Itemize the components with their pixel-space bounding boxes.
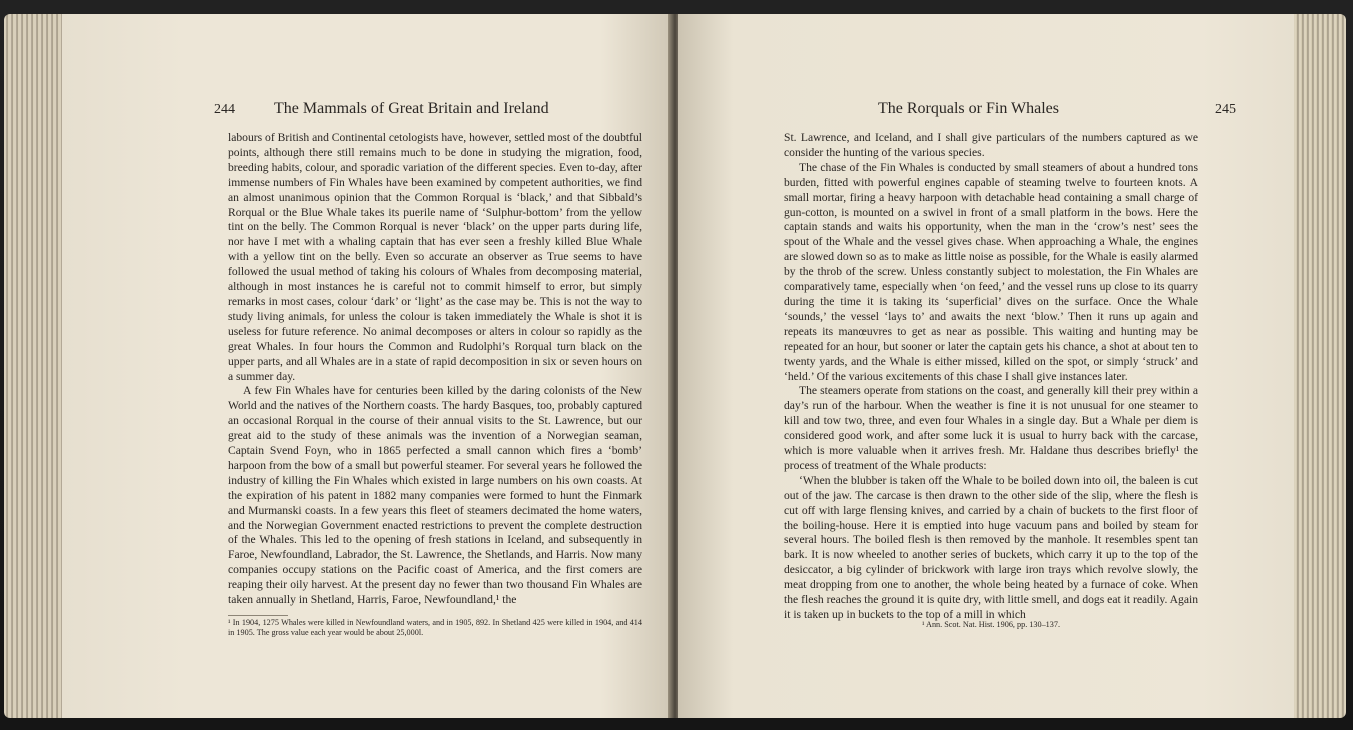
left-paragraph-1: labours of British and Continental cetologists have, however, settled most of the doubtful points, although there still remains much to be done in studying the migration, food, breeding habits, colour, and sporadic variation of the different species. Even to-day, after immense numbers of Fin Whales have been examined by competent authorities, we find an almost unanimous opinion that the Common Rorqual is ‘black,’ and that Sibbald’s Rorqual or the Blue Whale takes its puerile name of ‘Sulphur-bottom’ from the yellow tint on the belly. The Common Rorqual is never ‘black’ on the upper parts during life, nor have I met with a whaling captain that has ever seen a freshly killed Blue Whale with a yellow tint on the belly. Even so accurate an observer as True seems to have followed the usual method of taking his colours of Whales from decomposing material, although in most instances he is careful not to commit himself to error, but simply remarks in most cases, colour ‘dark’ or ‘light’ as the case may be. This is not the way to study living animals, for unless the colour is taken immediately the Whale is shot it is useless for future reference. No animal decomposes or alters in colour so rapidly as the great Whales. In four hours the Common and Rudolphi’s Rorqual turn black on the upper parts, and all Whales are in a state of rapid decomposition in six or seven hours on a summer day. [228, 131, 642, 383]
right-paragraph-2: The chase of the Fin Whales is conducted by small steamers of about a hundred tons burden, fitted with powerful engines capable of steaming twelve to fourteen knots. A small mortar, firing a heavy harpoon with detachable head containing a small charge of gun-cotton, is mounted on a swivel in front of a small platform in the bows. Here the captain stands and waits his opportunity, when the man in the ‘crow’s nest’ sees the spout of the Whale and the vessel gives chase. When approaching a Whale, the engines are slowed down so as to make as little noise as possible, for the Whale is easily alarmed by the throb of the screw. Unless constantly subject to molestation, the Fin Whales are comparatively tame, especially when ‘on feed,’ and the vessel runs up close to its quarry during the time it is taking its ‘superficial’ dives on the surface. Once the Whale ‘sounds,’ the vessel ‘lays to’ and awaits the next ‘blow.’ Then it runs up again and repeats its manœuvres to get as near as possible. This waiting and hunting may be repeated for an hour, but sooner or later the captain gets his chance, a shot at about ten to twenty yards, and the Whale is either missed, killed on the spot, or simply ‘struck’ and ‘held.’ Of the various excitements of this chase I shall give instances later. [784, 160, 1198, 383]
right-page-number: 245 [1215, 102, 1236, 117]
right-footnote: ¹ Ann. Scot. Nat. Hist. 1906, pp. 130–137. [921, 620, 1060, 629]
right-paragraph-4: ‘When the blubber is taken off the Whale to be boiled down into oil, the baleen is cut out of the jaw. The carcase is then drawn to the other side of the slip, where the flesh is cut off with large flensing knives, and carried by a chain of buckets to the first floor of the boiling-house. Here it is emptied into huge vacuum pans and boiled by steam for several hours. The boiled flesh is then removed by the manhole. It resembles spent tan bark. It is now wheeled to another series of buckets, which carry it up to the top of the desiccator, a big cylinder of brickwork with large iron trays which revolve slowly, the meat dropping from one to another, the whole being heated by a furnace of coke. When the flesh reaches the ground it is quite dry, with little smell, and dogs eat it readily. Again it is taken up in buckets to the top of a mill in which [784, 473, 1198, 621]
left-body-text [228, 131, 642, 608]
left-page [62, 14, 674, 718]
left-page-edges [4, 14, 66, 718]
right-page [678, 14, 1294, 718]
right-running-header [878, 100, 1238, 124]
left-footnote: ¹ In 1904, 1275 Whales were killed in Newfoundland waters, and in 1905, 892. In Shetland 425 were killed in 1904, and 414 in 1905. The gross value each year would be about 25,000l. [228, 618, 642, 637]
left-page-number: 244 [214, 102, 235, 117]
right-paragraph-3: The steamers operate from stations on the coast, and generally kill their prey within a day’s run of the harbour. When the weather is fine it is not unusual for one steamer to kill and tow two, three, and even four Whales in a single day. But a Whale per diem is considered good work, and after some luck it is usual to hurry back with the carcase, which is more valuable when it arrives fresh. Mr. Haldane thus describes briefly¹ the process of treatment of the Whale products: [784, 384, 1198, 472]
right-page-edges [1290, 14, 1346, 718]
right-paragraph-1: St. Lawrence, and Iceland, and I shall give particulars of the numbers captured as we consider the hunting of the various species. [784, 131, 1198, 159]
right-body-text [784, 131, 1198, 623]
left-footnote-rule [228, 615, 288, 616]
left-paragraph-2: A few Fin Whales have for centuries been killed by the daring colonists of the New World and the natives of the Northern coasts. The hardy Basques, too, probably captured an occasional Rorqual in the course of their annual visits to the St. Lawrence, but our great aid to the study of these animals was the invention of a Norwegian seaman, Captain Svend Foyn, who in 1865 perfected a small cannon which fires a ‘bomb’ harpoon from the bow of a small but powerful steamer. For several years he followed the industry of killing the Fin Whales which existed in large numbers on his own coasts. At the expiration of his patent in 1882 many companies were formed to hunt the Finmark and Murmanski coasts. In a few years this fleet of steamers decimated the home waters, and the Norwegian Government enacted restrictions to prevent the complete destruction of the Whales. This led to the opening of fresh stations in Iceland, and subsequently in Faroe, Newfoundland, Labrador, the St. Lawrence, the Shetlands, and Harris. Now many companies occupy stations on the Pacific coast of America, and the first comers are reaping their oily harvest. At the present day no fewer than two thousand Fin Whales are taken annually in Shetland, Harris, Faroe, Newfoundland,¹ the [228, 384, 642, 607]
left-running-head-title: The Mammals of Great Britain and Ireland [274, 100, 549, 117]
right-running-head-title: The Rorquals or Fin Whales [878, 100, 1060, 117]
